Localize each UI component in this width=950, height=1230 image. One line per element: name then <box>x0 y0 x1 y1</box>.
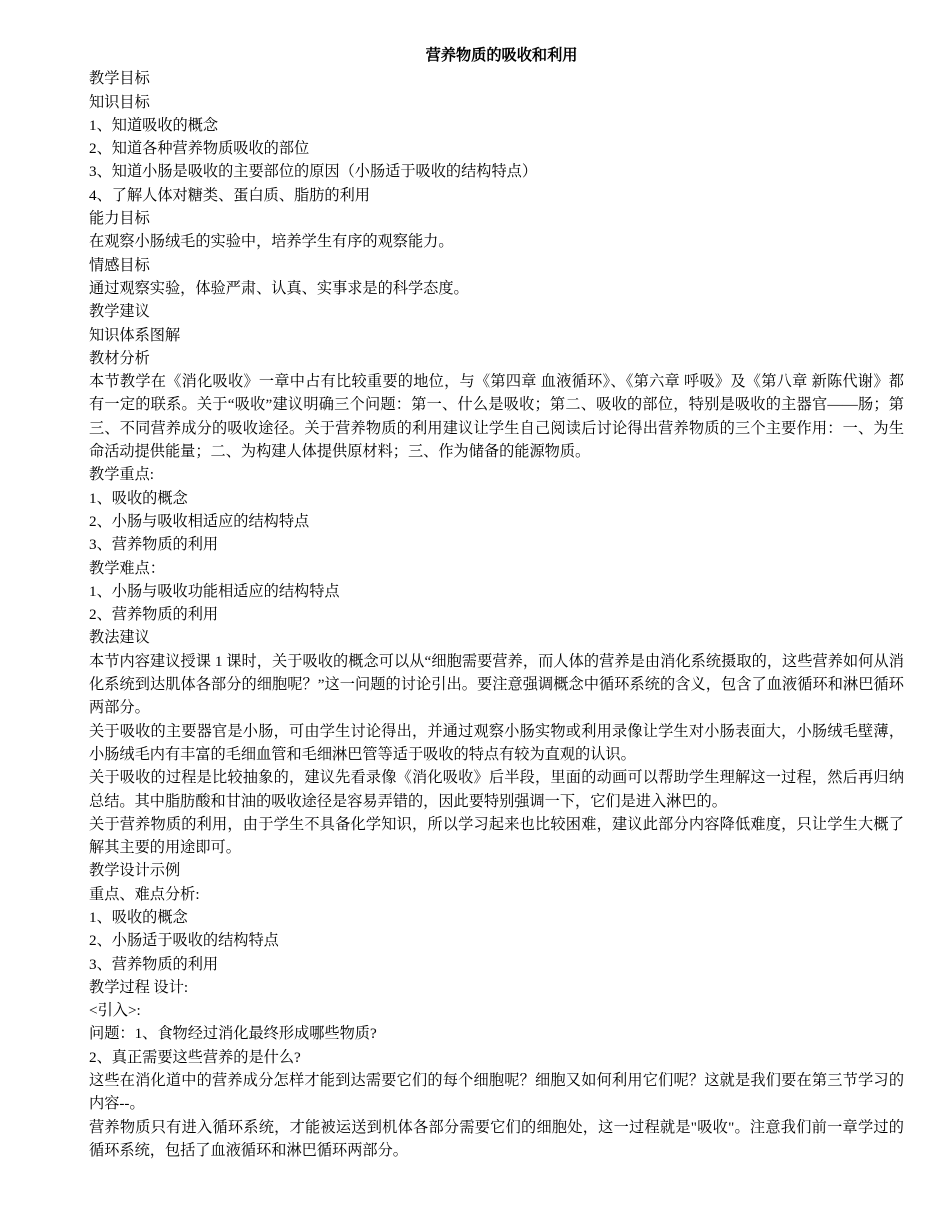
paragraph: 营养物质只有进入循环系统，才能被运送到机体各部分需要它们的细胞处，这一过程就是"吸收"。注意我们前一章学过的循环系统，包括了血液循环和淋巴循环两部分。 <box>89 1118 904 1159</box>
document-page <box>89 44 904 1162</box>
text-line: 2、小肠适于吸收的结构特点 <box>89 932 279 950</box>
text-line: 重点、难点分析: <box>89 885 200 903</box>
document-body <box>89 67 904 1162</box>
text-line: 4、了解人体对糖类、蛋白质、脂肪的利用 <box>89 186 370 204</box>
text-line: 教学难点： <box>89 559 165 577</box>
text-line: 1、小肠与吸收功能相适应的结构特点 <box>89 582 340 600</box>
text-line: 知识体系图解 <box>89 326 181 344</box>
text-line: 教学重点: <box>89 466 154 484</box>
text-line: 问题：1、食物经过消化最终形成哪些物质? <box>89 1025 377 1043</box>
text-line: 1、知道吸收的概念 <box>89 116 219 134</box>
text-line: 教学目标 <box>89 70 150 88</box>
text-line: 教学过程 设计: <box>89 978 189 996</box>
text-line: 1、吸收的概念 <box>89 908 188 926</box>
document-title: 营养物质的吸收和利用 <box>425 47 578 64</box>
text-line: 2、真正需要这些营养的是什么? <box>89 1048 301 1066</box>
text-line: 教材分析 <box>89 349 150 367</box>
text-line: <引入>: <box>89 1002 141 1020</box>
text-line: 情感目标 <box>89 256 150 274</box>
text-line: 在观察小肠绒毛的实验中，培养学生有序的观察能力。 <box>89 233 454 251</box>
paragraph: 关于吸收的过程是比较抽象的，建议先看录像《消化吸收》后半段，里面的动画可以帮助学生理解这一过程，然后再归纳总结。其中脂肪酸和甘油的吸收途径是容易弄错的，因此要特别强调一下，它们是进入淋巴的。 <box>89 769 904 810</box>
text-line: 1、吸收的概念 <box>89 489 188 507</box>
paragraph: 本节内容建议授课 1 课时，关于吸收的概念可以从“细胞需要营养，而人体的营养是由消化系统摄取的，这些营养如何从消化系统到达肌体各部分的细胞呢？”这一问题的讨论引出。要注意强调概念中循环系统的含义，包含了血液循环和淋巴循环两部分。 <box>89 652 904 717</box>
text-line: 知识目标 <box>89 93 150 111</box>
text-line: 2、小肠与吸收相适应的结构特点 <box>89 512 310 530</box>
text-line: 通过观察实验，体验严肃、认真、实事求是的科学态度。 <box>89 279 469 297</box>
text-line: 教法建议 <box>89 629 150 647</box>
paragraph: 这些在消化道中的营养成分怎样才能到达需要它们的每个细胞呢？细胞又如何利用它们呢？这就是我们要在第三节学习的内容--。 <box>89 1072 904 1113</box>
paragraph: 关于吸收的主要器官是小肠，可由学生讨论得出，并通过观察小肠实物或利用录像让学生对小肠表面大，小肠绒毛壁薄，小肠绒毛内有丰富的毛细血管和毛细淋巴管等适于吸收的特点有较为直观的认识。 <box>89 722 904 763</box>
text-line: 教学设计示例 <box>89 862 181 880</box>
paragraph: 关于营养物质的利用，由于学生不具备化学知识，所以学习起来也比较困难，建议此部分内容降低难度，只让学生大概了解其主要的用途即可。 <box>89 815 904 857</box>
text-line: 能力目标 <box>89 210 150 228</box>
text-line: 3、营养物质的利用 <box>89 955 219 973</box>
text-line: 2、营养物质的利用 <box>89 606 219 624</box>
text-line: 教学建议 <box>89 303 150 321</box>
paragraph: 本节教学在《消化吸收》一章中占有比较重要的地位，与《第四章 血液循环》、《第六章 呼吸》及《第八章 新陈代谢》都有一定的联系。关于“吸收”建议明确三个问题：第一、什么是吸收；第二、吸收的部位，特别是吸收的主器官——肠；第三、不同营养成分的吸收途径。关于营养物质的利用建议让学生自己阅读后讨论得出营养物质的三个主要作用：一、为生命活动提供能量；二、为构建人体提供原材料；三、作为储备的能源物质。 <box>89 373 904 461</box>
text-line: 2、知道各种营养物质吸收的部位 <box>89 140 310 158</box>
text-line: 3、知道小肠是吸收的主要部位的原因（小肠适于吸收的结构特点） <box>89 163 538 181</box>
text-line: 3、营养物质的利用 <box>89 536 219 554</box>
